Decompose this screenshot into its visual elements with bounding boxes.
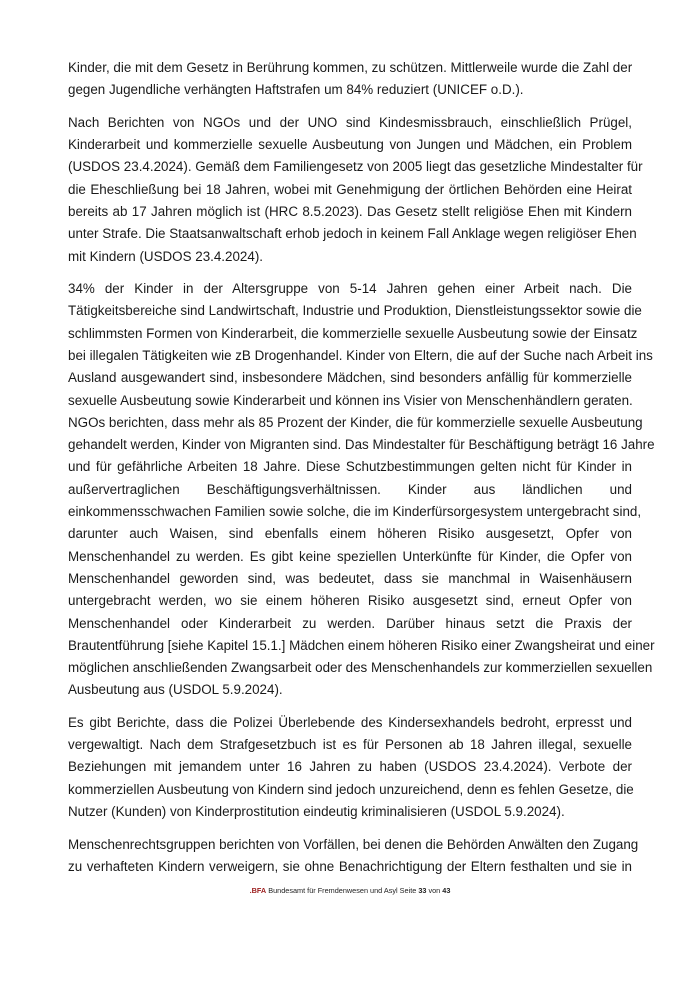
text-line: Es gibt Berichte, dass die Polizei Überlebende des Kindersexhandels bedroht, erpresst und — [68, 714, 632, 730]
text-line: bei illegalen Tätigkeiten wie zB Drogenhandel. Kinder von Eltern, die auf der Suche nach Arbeit ins — [68, 347, 653, 363]
text-line: Kinderarbeit und kommerzielle sexuelle Ausbeutung von Jungen und Mädchen, ein Problem — [68, 137, 632, 153]
text-line: darunter auch Waisen, sind ebenfalls einem höheren Risiko ausgesetzt, Opfer von — [68, 526, 632, 542]
text-line: vergewaltigt. Nach dem Strafgesetzbuch ist es für Personen ab 18 Jahren illegal, sexuelle — [68, 737, 632, 753]
text-line: gegen Jugendliche verhängten Haftstrafen um 84% reduziert (UNICEF o.D.). — [68, 82, 524, 98]
text-line: untergebracht werden, wo sie einem höheren Risiko ausgesetzt sind, erneut Opfer von — [68, 593, 632, 609]
paragraph — [68, 278, 655, 702]
text-line: außervertraglichen Beschäftigungsverhältnissen. Kinder aus ländlichen und — [68, 481, 632, 497]
text-line: NGOs berichten, dass mehr als 85 Prozent der Kinder, die für kommerzielle sexuelle Ausbeutung — [68, 414, 643, 430]
text-line: unter Strafe. Die Staatsanwaltschaft erhob jedoch in keinem Fall Anklage wegen religiöser Ehen — [68, 226, 637, 242]
text-line: Menschenrechtsgruppen berichten von Vorfällen, bei denen die Behörden Anwälten den Zugang — [68, 836, 639, 852]
text-line: Nutzer (Kunden) von Kinderprostitution eindeutig kriminalisieren (USDOL 5.9.2024). — [68, 804, 565, 820]
paragraph — [68, 112, 643, 268]
text-line: 34% der Kinder in der Altersgruppe von 5-14 Jahren gehen einer Arbeit nach. Die — [68, 281, 632, 297]
text-line: Tätigkeitsbereiche sind Landwirtschaft, Industrie und Produktion, Dienstleistungssektor sowie die — [68, 303, 642, 319]
text-line: Nach Berichten von NGOs und der UNO sind Kindesmissbrauch, einschließlich Prügel, — [68, 114, 632, 130]
text-line: zu verhafteten Kindern verweigern, sie ohne Benachrichtigung der Eltern festhalten und sie in — [68, 858, 632, 874]
paragraph — [68, 57, 632, 102]
text-line: die Eheschließung bei 18 Jahren, wobei mit Genehmigung der örtlichen Behörden eine Heirat — [68, 181, 632, 197]
footer-of-label: von — [426, 886, 443, 895]
text-line: Menschenhandel oder Kinderarbeit zu werden. Darüber hinaus setzt die Praxis der — [68, 615, 632, 631]
footer-org: Bundesamt für Fremdenwesen und Asyl — [266, 886, 400, 895]
text-line: und für gefährliche Arbeiten 18 Jahre. Diese Schutzbestimmungen gelten nicht für Kinder in — [68, 459, 632, 475]
footer-page-number: 33 — [418, 886, 427, 895]
text-line: Brautentführung [siehe Kapitel 15.1.] Mädchen einem höheren Risiko einer Zwangsheirat und einer — [68, 637, 655, 653]
text-line: Menschenhandel zu werden. Es gibt keine speziellen Unterkünfte für Kinder, die Opfer von — [68, 548, 632, 564]
footer-page-total: 43 — [442, 886, 451, 895]
footer-page-label: Seite — [399, 886, 419, 895]
text-line: Beziehungen mit jemandem unter 16 Jahren zu haben (USDOS 23.4.2024). Verbote der — [68, 759, 632, 775]
text-line: sexuelle Ausbeutung sowie Kinderarbeit und können ins Visier von Menschenhändlern geraten. — [68, 392, 633, 408]
text-line: kommerziellen Ausbeutung von Kindern sind jedoch unzureichend, denn es fehlen Gesetze, die — [68, 781, 634, 797]
document-body — [68, 57, 655, 888]
text-line: Ausland ausgewandert sind, insbesondere Mädchen, sind besonders anfällig für kommerzielle — [68, 370, 632, 386]
text-line: möglichen anschließenden Zwangsarbeit oder des Menschenhandels zur kommerziellen sexuellen — [68, 660, 653, 676]
bfa-logo-text: .BFA — [249, 886, 267, 895]
page-footer — [0, 886, 700, 895]
text-line: schlimmsten Formen von Kinderarbeit, die kommerzielle sexuelle Ausbeutung sowie der Einsatz — [68, 325, 638, 341]
text-line: bereits ab 17 Jahren möglich ist (HRC 8.5.2023). Das Gesetz stellt religiöse Ehen mit Kindern — [68, 203, 632, 219]
text-line: mit Kindern (USDOS 23.4.2024). — [68, 248, 263, 264]
paragraph — [68, 712, 632, 823]
text-line: (USDOS 23.4.2024). Gemäß dem Familiengesetz von 2005 liegt das gesetzliche Mindestalter für — [68, 159, 643, 175]
paragraph — [68, 834, 639, 879]
text-line: Ausbeutung aus (USDOL 5.9.2024). — [68, 682, 283, 698]
text-line: Kinder, die mit dem Gesetz in Berührung kommen, zu schützen. Mittlerweile wurde die Zahl der — [68, 60, 633, 75]
text-line: gehandelt werden, Kinder von Migranten sind. Das Mindestalter für Beschäftigung beträgt 16 Jahre — [68, 437, 655, 453]
text-line: Menschenhandel geworden sind, was bedeutet, dass sie manchmal in Waisenhäusern — [68, 570, 632, 586]
text-line: einkommensschwachen Familien sowie solche, die im Kinderfürsorgesystem untergebracht sind, — [68, 504, 642, 520]
